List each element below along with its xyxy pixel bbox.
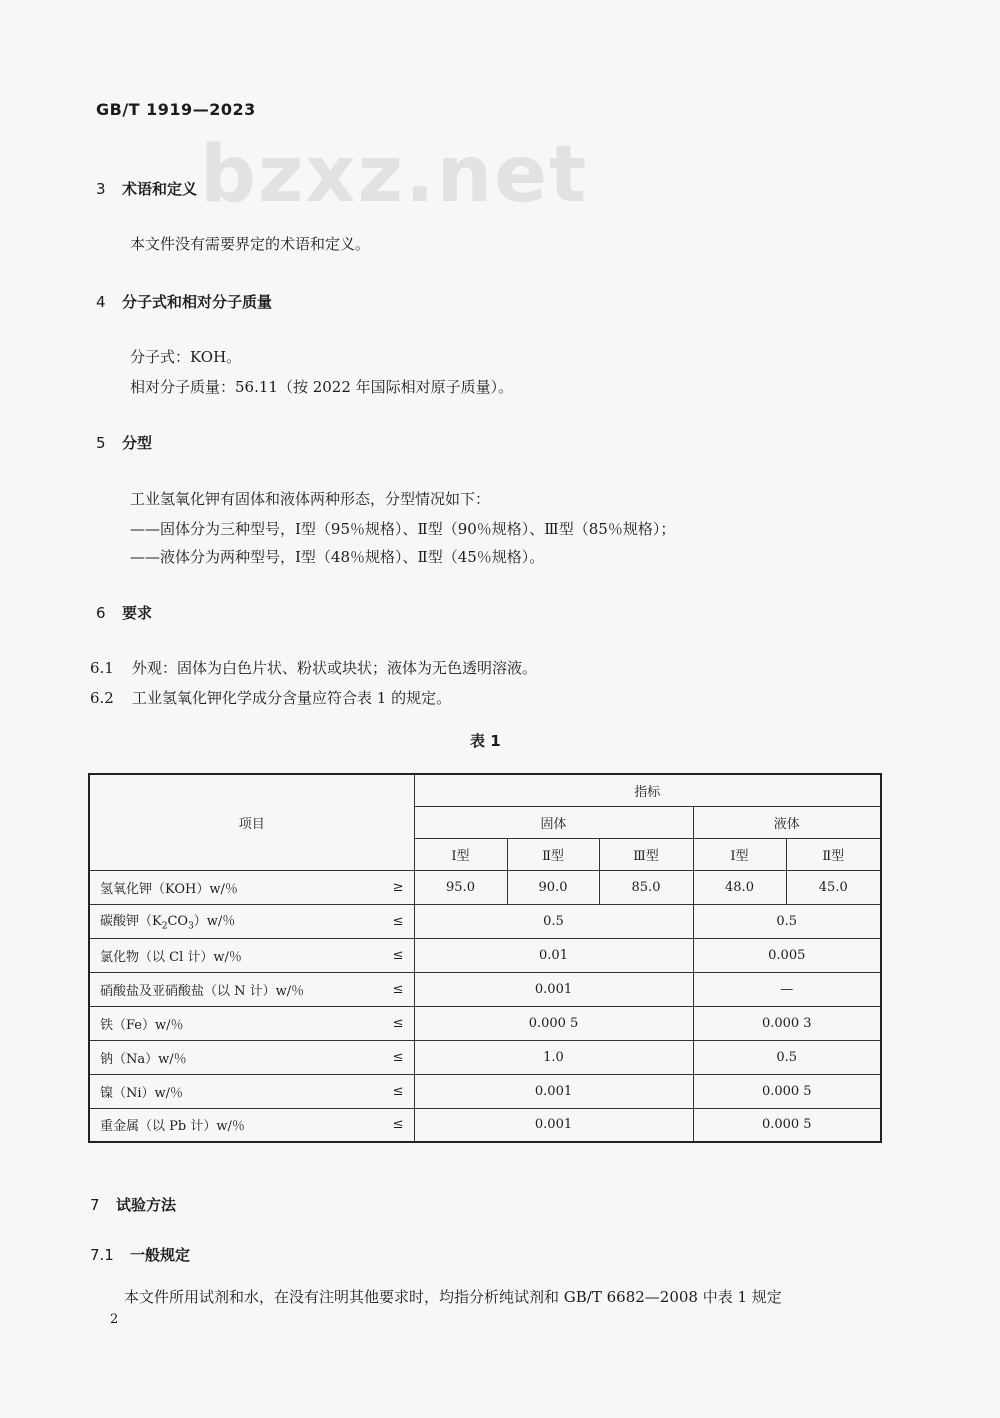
item-cell	[89, 1040, 414, 1074]
table-row	[89, 870, 881, 904]
item-label: 碳酸钾$(K_2CO_3)w/$％	[100, 914, 236, 932]
operator: ≤	[392, 947, 404, 963]
table-row	[89, 938, 881, 972]
item-label: 钠（Na）w/％	[100, 1051, 187, 1067]
operator: ≤	[392, 1117, 404, 1133]
value-cell-solid: 0.000 5	[414, 1006, 693, 1040]
section-6-heading	[96, 602, 152, 623]
operator: ≥	[392, 879, 404, 895]
section-3-text: 本文件没有需要界定的术语和定义。	[130, 235, 371, 253]
section-7-heading	[90, 1194, 176, 1215]
item-label: 硝酸盐及亚硝酸盐（以 N 计）w/％	[100, 983, 305, 999]
section-4-heading	[96, 291, 272, 312]
value-cell: 48.0	[693, 870, 786, 904]
value-cell-solid: 0.001	[414, 1074, 693, 1108]
operator: ≤	[392, 1083, 404, 1099]
header-index: 指标	[414, 774, 881, 806]
value-cell-liquid: 0.000 5	[693, 1074, 881, 1108]
value-cell-liquid: 0.5	[693, 1040, 881, 1074]
section-number: 4	[96, 293, 106, 311]
section-title: 试验方法	[116, 1196, 177, 1214]
table-caption: 表 1	[470, 732, 501, 750]
header-solid-type-3: Ⅲ型	[599, 838, 693, 870]
section-number: 6	[96, 604, 106, 622]
section-title: 分型	[122, 434, 153, 452]
value-cell-liquid: 0.000 5	[693, 1108, 881, 1142]
item-label: 重金属（以 Pb 计）w/％	[100, 1119, 245, 1135]
operator: ≤	[392, 913, 404, 929]
operator: ≤	[392, 1049, 404, 1065]
section-number: 7	[90, 1196, 100, 1214]
clause-title: 一般规定	[130, 1246, 191, 1264]
clause-number: 7.1	[90, 1246, 114, 1264]
header-solid-type-1: Ⅰ型	[414, 838, 507, 870]
molecular-formula: 分子式：KOH。	[130, 348, 242, 366]
page-number: 2	[110, 1312, 119, 1327]
header-solid-type-2: Ⅱ型	[507, 838, 599, 870]
section-title: 术语和定义	[122, 180, 198, 198]
clause-text: 工业氢氧化钾化学成分含量应符合表 1 的规定。	[132, 689, 452, 707]
classification-solid: ——固体分为三种型号，Ⅰ型（95％规格）、Ⅱ型（90％规格）、Ⅲ型（85％规格）；	[130, 520, 676, 538]
operator: ≤	[392, 1015, 404, 1031]
classification-intro: 工业氢氧化钾有固体和液体两种形态，分型情况如下：	[130, 490, 491, 508]
section-number: 3	[96, 180, 106, 198]
standard-number: GB/T 1919—2023	[96, 100, 256, 119]
operator: ≤	[392, 981, 404, 997]
item-label: 镍（Ni）w/％	[100, 1085, 184, 1101]
value-cell-liquid: 0.000 3	[693, 1006, 881, 1040]
value-cell-liquid: 0.005	[693, 938, 881, 972]
value-cell: 45.0	[786, 870, 881, 904]
value-cell-solid: 0.01	[414, 938, 693, 972]
clause-number: 6.1	[90, 659, 114, 677]
header-item: 项目	[89, 774, 414, 870]
section-title: 分子式和相对分子质量	[122, 293, 273, 311]
molecular-mass: 相对分子质量：56.11（按 2022 年国际相对原子质量）。	[130, 378, 514, 396]
section-number: 5	[96, 434, 106, 452]
item-cell	[89, 870, 414, 904]
header-solid: 固体	[414, 806, 693, 838]
table-row	[89, 972, 881, 1006]
value-cell-liquid: 0.5	[693, 904, 881, 938]
value-cell-solid: 1.0	[414, 1040, 693, 1074]
section-5-heading	[96, 432, 152, 453]
value-cell-solid: 0.001	[414, 972, 693, 1006]
section-title: 要求	[122, 604, 153, 622]
value-cell: 90.0	[507, 870, 599, 904]
section-3-heading	[96, 178, 197, 199]
value-cell-solid: 0.5	[414, 904, 693, 938]
table-row	[89, 904, 881, 938]
value-cell: 95.0	[414, 870, 507, 904]
item-cell	[89, 904, 414, 938]
header-liquid-type-1: Ⅰ型	[693, 838, 786, 870]
item-cell	[89, 972, 414, 1006]
clause-number: 6.2	[90, 689, 114, 707]
clause-7-1-heading	[90, 1244, 190, 1265]
value-cell: 85.0	[599, 870, 693, 904]
item-cell	[89, 1006, 414, 1040]
classification-liquid: ——液体分为两种型号，Ⅰ型（48％规格）、Ⅱ型（45％规格）。	[130, 548, 545, 566]
requirements-table	[88, 773, 882, 1143]
header-liquid-type-2: Ⅱ型	[786, 838, 881, 870]
value-cell-solid: 0.001	[414, 1108, 693, 1142]
item-label: 氢氧化钾（KOH）w/％	[100, 881, 238, 897]
table-row	[89, 1006, 881, 1040]
header-liquid: 液体	[693, 806, 881, 838]
item-label: 氯化物（以 Cl 计）w/％	[100, 949, 242, 965]
value-cell-liquid: —	[693, 972, 881, 1006]
item-cell	[89, 1074, 414, 1108]
clause-6-2	[90, 687, 451, 708]
general-provisions-text: 本文件所用试剂和水，在没有注明其他要求时，均指分析纯试剂和 GB/T 6682—2008 中表 1 规定	[124, 1288, 782, 1306]
table-row	[89, 1108, 881, 1142]
item-label: 铁（Fe）w/％	[100, 1017, 184, 1033]
table-row	[89, 1040, 881, 1074]
clause-text: 外观：固体为白色片状、粉状或块状；液体为无色透明溶液。	[132, 659, 538, 677]
table-row	[89, 1074, 881, 1108]
clause-6-1	[90, 657, 537, 678]
watermark: bzxz.net	[200, 130, 589, 220]
item-cell	[89, 938, 414, 972]
item-cell	[89, 1108, 414, 1142]
